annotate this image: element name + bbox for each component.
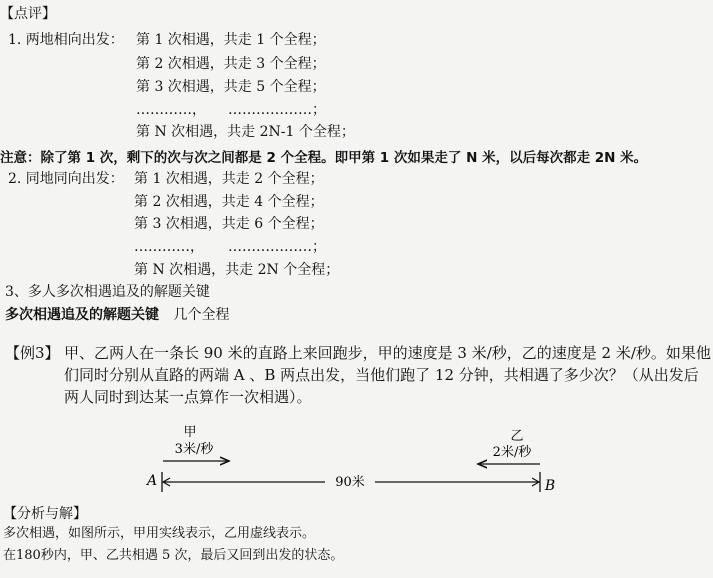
- section2-line: 第 2 次相遇，共走 4 个全程；: [134, 194, 324, 210]
- section1-line: 第 2 次相遇，共走 3 个全程；: [136, 56, 326, 72]
- jia-label: 甲: [183, 425, 197, 440]
- section1-line: 第 3 次相遇，共走 5 个全程；: [136, 79, 326, 95]
- point-a-label: A: [146, 473, 158, 489]
- note-text: 注意：除了第 1 次，剩下的次与次之间都是 2 个全程。即甲第 1 次如果走了 N 米，以后每次都走 2N 米。: [0, 150, 648, 166]
- key-point-label: 多次相遇追及的解题关键: [5, 307, 159, 323]
- example-line: 甲、乙两人在一条长 90 米的直路上来回跑步，甲的速度是 3 米/秒，乙的速度是 2 米/秒。如果他: [64, 344, 711, 362]
- analysis-heading: 【分析与解】: [3, 506, 87, 522]
- example-line: 们同时分别从直路的两端 A 、B 两点出发，当他们跑了 12 分钟，共相遇了多少次？（从出发后: [64, 366, 699, 384]
- example-line: 两人同时到达某一点算作一次相遇）。: [64, 388, 312, 406]
- section2-line: 第 1 次相遇，共走 2 个全程；: [134, 171, 324, 187]
- section1-ellipsis-left: …………，: [136, 102, 206, 118]
- yi-speed-label: 2米/秒: [492, 445, 532, 460]
- section1-intro: 1. 两地相向出发：: [8, 32, 124, 48]
- distance-label: 90米: [335, 475, 365, 490]
- section1-ellipsis-right: ………………；: [228, 102, 326, 118]
- section2-last-line: 第 N 次相遇，共走 2N 个全程；: [134, 262, 340, 278]
- section2-ellipsis-right: ………………；: [228, 239, 326, 255]
- comment-heading: 【点评】: [0, 6, 56, 22]
- point-b-label: B: [544, 478, 556, 494]
- key-point-value: 几个全程: [173, 307, 230, 323]
- section1-line: 第 1 次相遇，共走 1 个全程；: [136, 32, 326, 48]
- jia-speed-label: 3米/秒: [174, 442, 214, 457]
- section3-title: 3、多人多次相遇追及的解题关键: [5, 284, 210, 300]
- section2-ellipsis-left: …………，: [134, 239, 204, 255]
- section1-last-line: 第 N 次相遇，共走 2N-1 个全程；: [136, 124, 355, 140]
- yi-label: 乙: [510, 429, 524, 444]
- analysis-line: 在180秒内，甲、乙共相遇 5 次，最后又回到出发的状态。: [3, 548, 344, 563]
- example-label: 【例3】: [5, 344, 60, 362]
- analysis-line: 多次相遇，如图所示，甲用实线表示，乙用虚线表示。: [3, 526, 316, 541]
- track-diagram: [0, 420, 713, 500]
- section2-line: 第 3 次相遇，共走 6 个全程；: [134, 216, 324, 232]
- section2-intro: 2. 同地同向出发：: [8, 171, 124, 187]
